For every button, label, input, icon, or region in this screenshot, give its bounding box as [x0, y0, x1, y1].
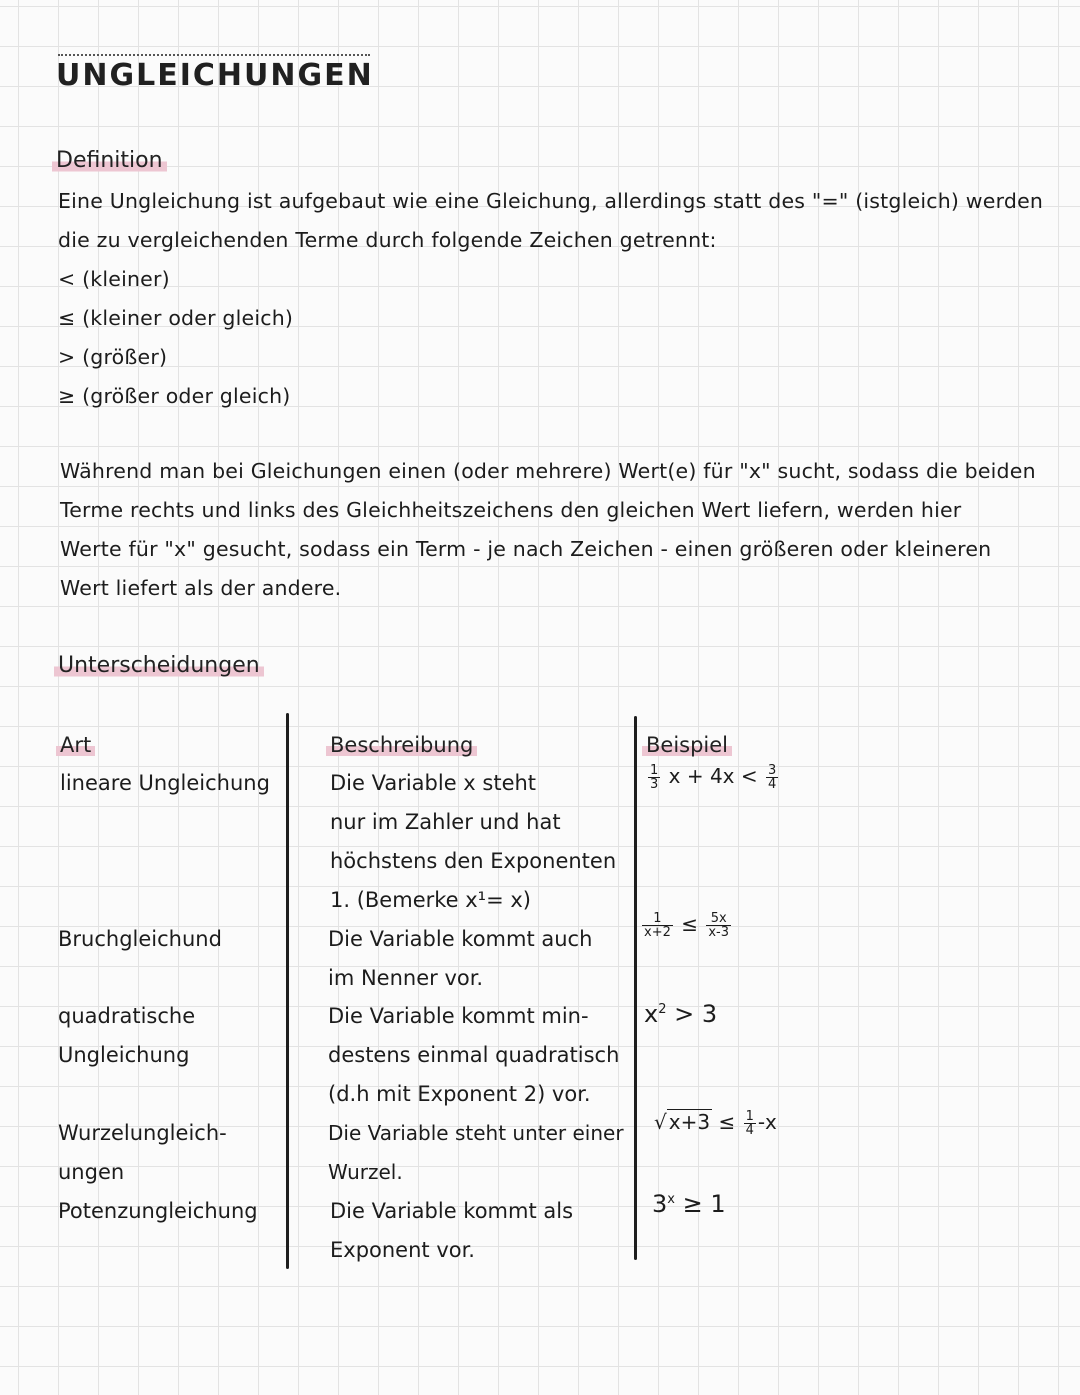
example-potenz: 3$^x$ ≥ 1	[652, 1190, 726, 1218]
description-cell: Die Variable x steht nur im Zahler und hat höchstens den Exponenten 1. (Bemerke x¹= x)	[330, 771, 617, 912]
column-header-beschreibung: Beschreibung	[326, 726, 477, 765]
paragraph-line: Terme rechts und links des Gleichheitszeichens den gleichen Wert liefern, werden hier	[60, 498, 962, 522]
column-divider	[634, 716, 637, 1260]
column-header-beispiel: Beispiel	[642, 726, 732, 765]
sign-item: > (größer)	[58, 345, 168, 369]
example-linear: $\frac{1}{3}$ x + 4x < $\frac{3}{4}$	[650, 763, 777, 792]
definition-line: Eine Ungleichung ist aufgebaut wie eine Gleichung, allerdings statt des "=" (istgleich) werden	[58, 189, 1044, 213]
paragraph-line: Werte für "x" gesucht, sodass ein Term - je nach Zeichen - einen größeren oder kleineren	[60, 537, 992, 561]
description-cell: Die Variable steht unter einer Wurzel.	[328, 1121, 624, 1184]
art-cell: Potenzungleichung	[58, 1199, 258, 1223]
paragraph-line: Wert liefert als der andere.	[60, 576, 342, 600]
column-divider	[286, 713, 289, 1269]
definition-heading: Definition	[52, 148, 167, 173]
sign-item: < (kleiner)	[58, 267, 170, 291]
definition-text	[58, 182, 1043, 416]
art-cell: Wurzelungleich- ungen	[58, 1121, 227, 1184]
column-header-art: Art	[56, 726, 95, 765]
art-cell: lineare Ungleichung	[60, 771, 270, 795]
example-wurzel: √ x+3 ≤ $\frac{1}{4}$ -x	[654, 1109, 777, 1138]
example-quadratisch: $x^2 > 3$	[644, 1000, 718, 1028]
distinctions-heading: Unterscheidungen	[54, 653, 264, 678]
explanation-paragraph	[60, 452, 1036, 608]
description-cell: Die Variable kommt min- destens einmal quadratisch (d.h mit Exponent 2) vor.	[328, 1004, 620, 1106]
sign-item: ≤ (kleiner oder gleich)	[58, 306, 294, 330]
definition-line: die zu vergleichenden Terme durch folgende Zeichen getrennt:	[58, 228, 717, 252]
page-title: UNGLEICHUNGEN	[56, 58, 374, 93]
art-cell: quadratische Ungleichung	[58, 1004, 196, 1067]
description-cell: Die Variable kommt als Exponent vor.	[330, 1199, 574, 1262]
art-cell: Bruchgleichund	[58, 927, 222, 951]
description-cell: Die Variable kommt auch im Nenner vor.	[328, 927, 593, 990]
paragraph-line: Während man bei Gleichungen einen (oder mehrere) Wert(e) für "x" sucht, sodass die beiden	[60, 459, 1036, 483]
sign-item: ≥ (größer oder gleich)	[58, 384, 291, 408]
example-bruch: $\frac{1}{x+2}$ ≤ $\frac{5x}{x-3}$	[644, 911, 729, 940]
